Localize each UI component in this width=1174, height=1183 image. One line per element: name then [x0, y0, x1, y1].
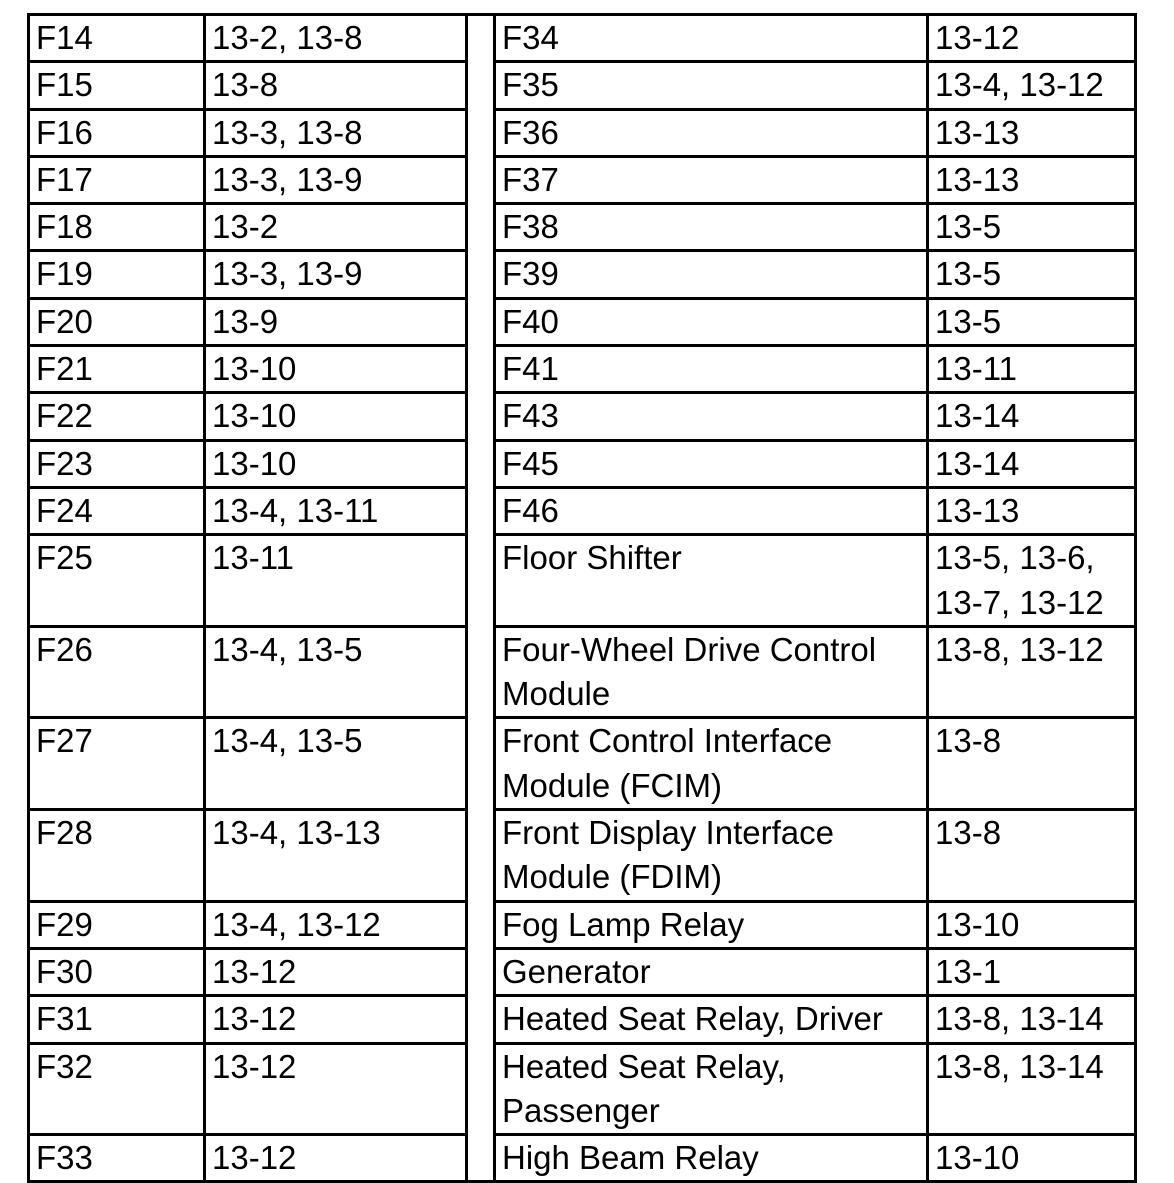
- left-pages-cell: 13-3, 13-8: [205, 109, 467, 156]
- right-pages-cell: 13-10: [928, 901, 1136, 948]
- left-component-cell: F15: [29, 62, 205, 109]
- table-row: [29, 535, 1136, 627]
- right-pages-cell: 13-1: [928, 948, 1136, 995]
- right-pages-cell: 13-5, 13-6, 13-7, 13-12: [928, 535, 1136, 627]
- table-row: [29, 487, 1136, 534]
- left-component-cell: F30: [29, 948, 205, 995]
- left-component-cell: F22: [29, 393, 205, 440]
- right-component-cell: High Beam Relay: [495, 1135, 928, 1182]
- table-row: [29, 298, 1136, 345]
- left-component-cell: F25: [29, 535, 205, 627]
- left-component-cell: F14: [29, 15, 205, 62]
- table-row: [29, 996, 1136, 1043]
- right-component-cell: Front Control Interface Module (FCIM): [495, 718, 928, 810]
- left-component-cell: F16: [29, 109, 205, 156]
- right-pages-cell: 13-13: [928, 487, 1136, 534]
- right-pages-cell: 13-11: [928, 346, 1136, 393]
- right-pages-cell: 13-8: [928, 718, 1136, 810]
- right-pages-cell: 13-8: [928, 810, 1136, 902]
- left-pages-cell: 13-10: [205, 440, 467, 487]
- right-pages-cell: 13-10: [928, 1135, 1136, 1182]
- table-row: [29, 15, 1136, 62]
- component-index-table: [27, 13, 1137, 1183]
- column-divider: [467, 15, 495, 1182]
- left-pages-cell: 13-12: [205, 1043, 467, 1135]
- right-pages-cell: 13-5: [928, 204, 1136, 251]
- left-pages-cell: 13-12: [205, 996, 467, 1043]
- right-component-cell: Four-Wheel Drive Control Module: [495, 626, 928, 718]
- table-row: [29, 718, 1136, 810]
- right-pages-cell: 13-14: [928, 440, 1136, 487]
- left-pages-cell: 13-3, 13-9: [205, 156, 467, 203]
- table-row: [29, 1043, 1136, 1135]
- left-pages-cell: 13-9: [205, 298, 467, 345]
- left-pages-cell: 13-3, 13-9: [205, 251, 467, 298]
- right-component-cell: F43: [495, 393, 928, 440]
- left-component-cell: F32: [29, 1043, 205, 1135]
- table-row: [29, 948, 1136, 995]
- left-pages-cell: 13-11: [205, 535, 467, 627]
- left-component-cell: F23: [29, 440, 205, 487]
- right-component-cell: Floor Shifter: [495, 535, 928, 627]
- left-component-cell: F31: [29, 996, 205, 1043]
- right-pages-cell: 13-8, 13-14: [928, 996, 1136, 1043]
- right-pages-cell: 13-5: [928, 251, 1136, 298]
- left-pages-cell: 13-4, 13-5: [205, 626, 467, 718]
- right-pages-cell: 13-8, 13-12: [928, 626, 1136, 718]
- right-pages-cell: 13-5: [928, 298, 1136, 345]
- right-pages-cell: 13-4, 13-12: [928, 62, 1136, 109]
- table-row: [29, 204, 1136, 251]
- left-pages-cell: 13-12: [205, 1135, 467, 1182]
- table-row: [29, 346, 1136, 393]
- right-pages-cell: 13-14: [928, 393, 1136, 440]
- right-component-cell: F38: [495, 204, 928, 251]
- table-row: [29, 626, 1136, 718]
- left-pages-cell: 13-10: [205, 346, 467, 393]
- table-row: [29, 156, 1136, 203]
- right-pages-cell: 13-12: [928, 15, 1136, 62]
- left-component-cell: F18: [29, 204, 205, 251]
- left-component-cell: F29: [29, 901, 205, 948]
- left-pages-cell: 13-2, 13-8: [205, 15, 467, 62]
- right-component-cell: F46: [495, 487, 928, 534]
- left-component-cell: F33: [29, 1135, 205, 1182]
- right-component-cell: F39: [495, 251, 928, 298]
- table-row: [29, 109, 1136, 156]
- table-row: [29, 251, 1136, 298]
- right-component-cell: F41: [495, 346, 928, 393]
- left-pages-cell: 13-4, 13-11: [205, 487, 467, 534]
- left-pages-cell: 13-4, 13-13: [205, 810, 467, 902]
- right-pages-cell: 13-8, 13-14: [928, 1043, 1136, 1135]
- table-row: [29, 901, 1136, 948]
- table-row: [29, 393, 1136, 440]
- right-component-cell: F45: [495, 440, 928, 487]
- table-body: [29, 15, 1136, 1182]
- right-component-cell: Heated Seat Relay, Passenger: [495, 1043, 928, 1135]
- left-pages-cell: 13-8: [205, 62, 467, 109]
- left-component-cell: F26: [29, 626, 205, 718]
- left-pages-cell: 13-10: [205, 393, 467, 440]
- left-component-cell: F27: [29, 718, 205, 810]
- left-component-cell: F21: [29, 346, 205, 393]
- table-row: [29, 62, 1136, 109]
- right-component-cell: F35: [495, 62, 928, 109]
- right-component-cell: F40: [495, 298, 928, 345]
- right-component-cell: F34: [495, 15, 928, 62]
- table-row: [29, 810, 1136, 902]
- left-component-cell: F17: [29, 156, 205, 203]
- right-component-cell: F37: [495, 156, 928, 203]
- table-row: [29, 1135, 1136, 1182]
- left-component-cell: F19: [29, 251, 205, 298]
- right-component-cell: Fog Lamp Relay: [495, 901, 928, 948]
- left-pages-cell: 13-4, 13-5: [205, 718, 467, 810]
- left-component-cell: F28: [29, 810, 205, 902]
- right-pages-cell: 13-13: [928, 156, 1136, 203]
- right-component-cell: Front Display Interface Module (FDIM): [495, 810, 928, 902]
- left-pages-cell: 13-4, 13-12: [205, 901, 467, 948]
- right-pages-cell: 13-13: [928, 109, 1136, 156]
- right-component-cell: Heated Seat Relay, Driver: [495, 996, 928, 1043]
- left-pages-cell: 13-2: [205, 204, 467, 251]
- left-pages-cell: 13-12: [205, 948, 467, 995]
- left-component-cell: F20: [29, 298, 205, 345]
- right-component-cell: F36: [495, 109, 928, 156]
- right-component-cell: Generator: [495, 948, 928, 995]
- left-component-cell: F24: [29, 487, 205, 534]
- table-row: [29, 440, 1136, 487]
